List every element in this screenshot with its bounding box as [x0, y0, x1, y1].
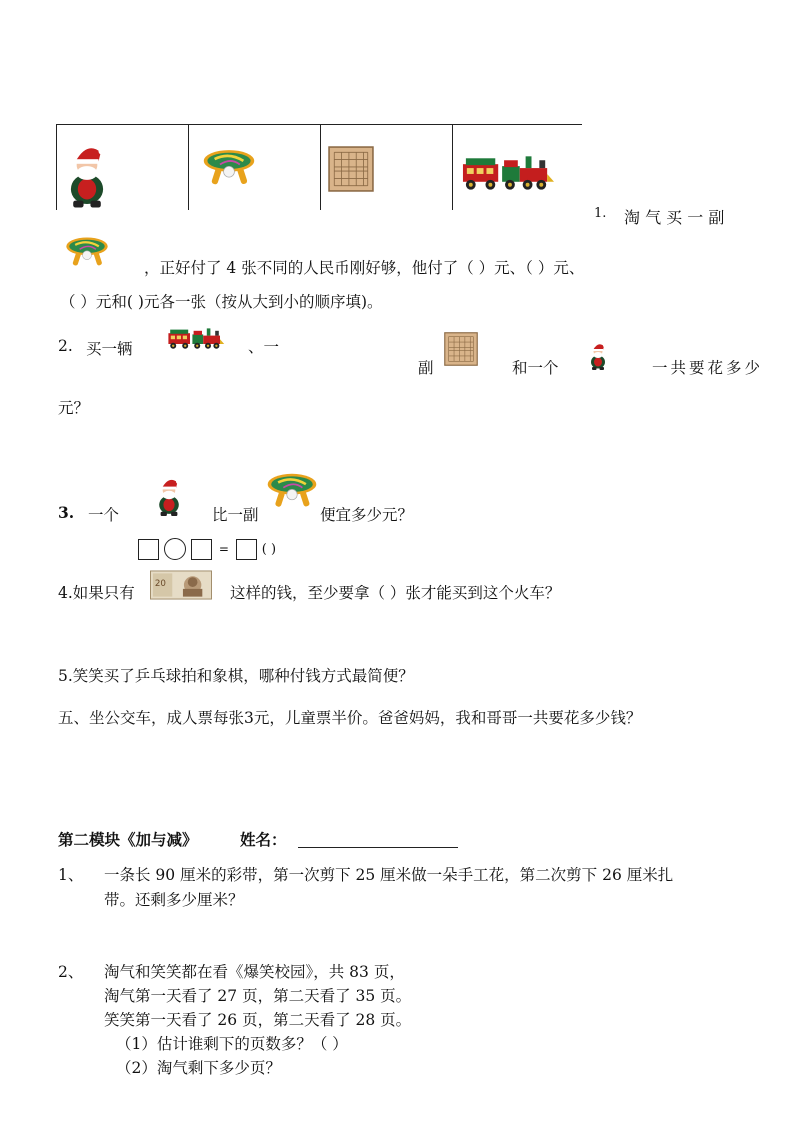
chinese-chess-board-icon: [328, 146, 374, 192]
q6-text: 五、坐公交车，成人票每张3元，儿童票半价。爸爸妈妈，我和哥哥一共要花多少钱？: [58, 709, 642, 727]
q2-text-d: 和一个: [512, 359, 559, 377]
p2-line2: 淘气第一天看了 27 页，第二天看了 35 页。: [104, 987, 412, 1005]
q3-equation: [138, 538, 276, 560]
santa-toy-icon: [578, 340, 618, 370]
q2-text-b: 、一: [248, 338, 280, 356]
p1-line2: 带。还剩多少厘米？: [104, 891, 244, 909]
answer-box[interactable]: [138, 539, 159, 560]
name-label: 姓名：: [240, 830, 287, 849]
p2-sub2: （2）淘气剩下多少页？: [116, 1059, 281, 1077]
santa-toy-icon: [146, 474, 192, 516]
q3-number: 3.: [58, 503, 75, 522]
p2-line3: 笑笑第一天看了 26 页，第二天看了 28 页。: [104, 1011, 412, 1029]
module-title: 第二模块《加与减》: [58, 830, 198, 849]
p2-line1: 淘气和笑笑都在看《爆笑校园》，共 83 页，: [104, 963, 405, 981]
q4-text-a: 4.如果只有: [58, 584, 135, 602]
item-picture-table: [56, 124, 582, 210]
q3-text-b: 比一副: [212, 506, 259, 524]
toy-train-icon: [461, 152, 555, 192]
answer-box[interactable]: [191, 539, 212, 560]
ping-pong-paddle-icon: [266, 470, 318, 514]
q2-text-e: 一共要花多少: [652, 359, 764, 377]
table-divider: [320, 124, 321, 210]
p1-line1: 一条长 90 厘米的彩带，第一次剪下 25 厘米做一朵手工花，第二次剪下 26 厘米扎: [104, 866, 674, 884]
p1-number: 1、: [58, 866, 84, 884]
answer-box[interactable]: [236, 539, 257, 560]
name-field[interactable]: [298, 830, 458, 848]
q4-text-b: 这样的钱，至少要拿（ ）张才能买到这个火车？: [230, 584, 561, 602]
q2-text-f: 元？: [58, 399, 90, 417]
ping-pong-paddle-icon: [58, 236, 116, 270]
table-divider: [56, 124, 57, 210]
unit-parentheses: ( ): [261, 542, 277, 557]
table-divider: [188, 124, 189, 210]
q1-text: ，正好付了 4 张不同的人民币刚好够，他付了（ ）元、（ ）元、: [144, 259, 585, 277]
ping-pong-paddle-icon: [202, 142, 256, 196]
toy-train-icon: [154, 326, 238, 350]
table-top-border: [56, 124, 582, 125]
q2-number: 2.: [58, 337, 73, 355]
q1-lead-text: 淘 气 买 一 副: [624, 208, 725, 227]
santa-toy-icon: [64, 138, 110, 208]
chinese-chess-board-icon: [438, 332, 484, 366]
q1-line3: （ ）元和( )元各一张（按从大到小的顺序填)。: [60, 293, 383, 311]
q2-text-a: 买一辆: [86, 340, 133, 358]
q2-text-c: 副: [418, 359, 434, 377]
twenty-yuan-banknote-icon: [150, 570, 212, 600]
q3-text-c: 便宜多少元？: [320, 506, 414, 524]
q5-text: 5.笑笑买了乒乓球拍和象棋，哪种付钱方式最简便？: [58, 667, 414, 685]
p2-sub1: （1）估计谁剩下的页数多？（ ）: [116, 1035, 348, 1053]
equals-sign: =: [218, 542, 229, 556]
q3-text-a: 一个: [88, 506, 120, 524]
q1-number: 1.: [594, 206, 607, 221]
operator-circle[interactable]: [164, 538, 186, 560]
p2-number: 2、: [58, 963, 84, 981]
table-divider: [452, 124, 453, 210]
